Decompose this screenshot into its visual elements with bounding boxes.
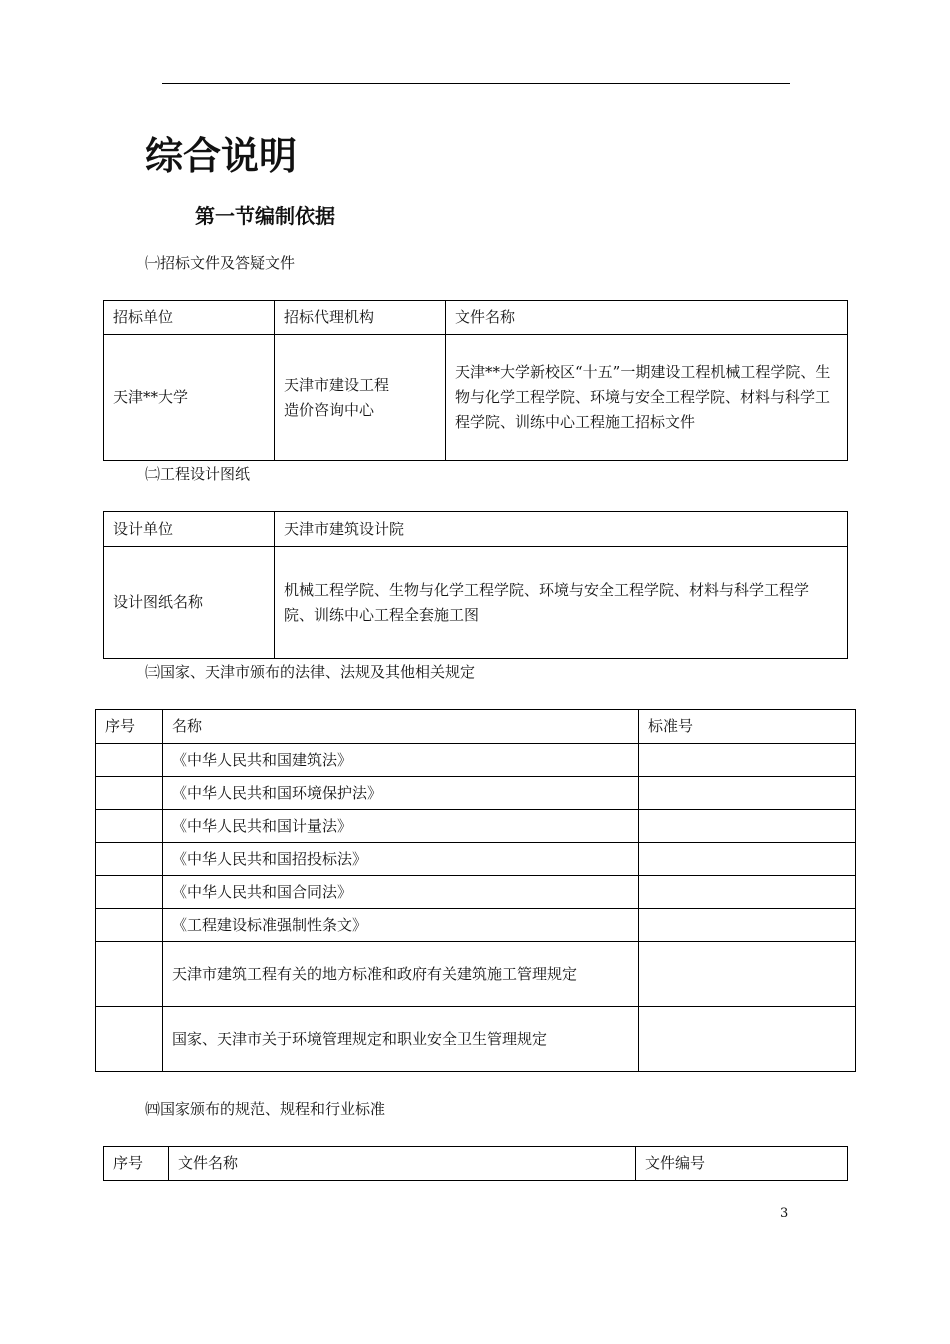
reg-index bbox=[96, 942, 163, 1007]
reg-name: 天津市建筑工程有关的地方标准和政府有关建筑施工管理规定 bbox=[163, 942, 639, 1007]
std-header-index: 序号 bbox=[104, 1147, 169, 1181]
reg-header-name: 名称 bbox=[163, 710, 639, 744]
reg-name: 国家、天津市关于环境管理规定和职业安全卫生管理规定 bbox=[163, 1007, 639, 1072]
reg-header-standard: 标准号 bbox=[639, 710, 856, 744]
table-row bbox=[96, 777, 856, 810]
reg-name: 《工程建设标准强制性条文》 bbox=[163, 909, 639, 942]
reg-standard bbox=[639, 909, 856, 942]
reg-name: 《中华人民共和国建筑法》 bbox=[163, 744, 639, 777]
reg-name: 《中华人民共和国合同法》 bbox=[163, 876, 639, 909]
std-header-number: 文件编号 bbox=[636, 1147, 848, 1181]
sec4-heading: ㈣国家颁布的规范、规程和行业标准 bbox=[145, 1100, 386, 1118]
table-row bbox=[96, 909, 856, 942]
document-title: 综合说明 bbox=[145, 134, 298, 178]
table-row bbox=[96, 876, 856, 909]
reg-standard bbox=[639, 810, 856, 843]
regulations-table bbox=[95, 709, 856, 1072]
table-row bbox=[96, 810, 856, 843]
reg-index bbox=[96, 843, 163, 876]
design-unit-value: 天津市建筑设计院 bbox=[275, 512, 848, 547]
design-unit-label: 设计单位 bbox=[104, 512, 275, 547]
reg-index bbox=[96, 777, 163, 810]
reg-index bbox=[96, 876, 163, 909]
reg-index bbox=[96, 909, 163, 942]
tender-header-unit: 招标单位 bbox=[104, 301, 275, 335]
table-row bbox=[96, 843, 856, 876]
reg-index bbox=[96, 744, 163, 777]
standards-table bbox=[103, 1146, 848, 1181]
header-rule bbox=[162, 83, 790, 84]
sec1-heading: ㈠招标文件及答疑文件 bbox=[145, 254, 296, 272]
page-number: 3 bbox=[780, 1206, 789, 1221]
section-title: 第一节编制依据 bbox=[195, 204, 335, 228]
sec2-heading: ㈡工程设计图纸 bbox=[145, 465, 251, 483]
table-row bbox=[96, 1007, 856, 1072]
table-row bbox=[96, 942, 856, 1007]
reg-standard bbox=[639, 1007, 856, 1072]
tender-unit-cell: 天津**大学 bbox=[104, 335, 275, 461]
reg-name: 《中华人民共和国环境保护法》 bbox=[163, 777, 639, 810]
reg-standard bbox=[639, 843, 856, 876]
tender-header-agency: 招标代理机构 bbox=[275, 301, 446, 335]
tender-docname-cell: 天津**大学新校区“十五”一期建设工程机械工程学院、生物与化学工程学院、环境与安全工程学院、材料与科学工程学院、训练中心工程施工招标文件 bbox=[446, 335, 848, 461]
reg-standard bbox=[639, 942, 856, 1007]
std-header-name: 文件名称 bbox=[169, 1147, 636, 1181]
reg-standard bbox=[639, 876, 856, 909]
reg-name: 《中华人民共和国招投标法》 bbox=[163, 843, 639, 876]
design-drawing-label: 设计图纸名称 bbox=[104, 547, 275, 659]
reg-header-index: 序号 bbox=[96, 710, 163, 744]
design-table bbox=[103, 511, 848, 659]
sec3-heading: ㈢国家、天津市颁布的法律、法规及其他相关规定 bbox=[145, 663, 476, 681]
tender-header-docname: 文件名称 bbox=[446, 301, 848, 335]
tender-table bbox=[103, 300, 848, 461]
tender-agency-cell: 天津市建设工程 造价咨询中心 bbox=[275, 335, 446, 461]
reg-index bbox=[96, 1007, 163, 1072]
reg-name: 《中华人民共和国计量法》 bbox=[163, 810, 639, 843]
table-row bbox=[96, 744, 856, 777]
reg-standard bbox=[639, 777, 856, 810]
reg-standard bbox=[639, 744, 856, 777]
reg-index bbox=[96, 810, 163, 843]
design-drawing-value: 机械工程学院、生物与化学工程学院、环境与安全工程学院、材料与科学工程学院、训练中心工程全套施工图 bbox=[275, 547, 848, 659]
